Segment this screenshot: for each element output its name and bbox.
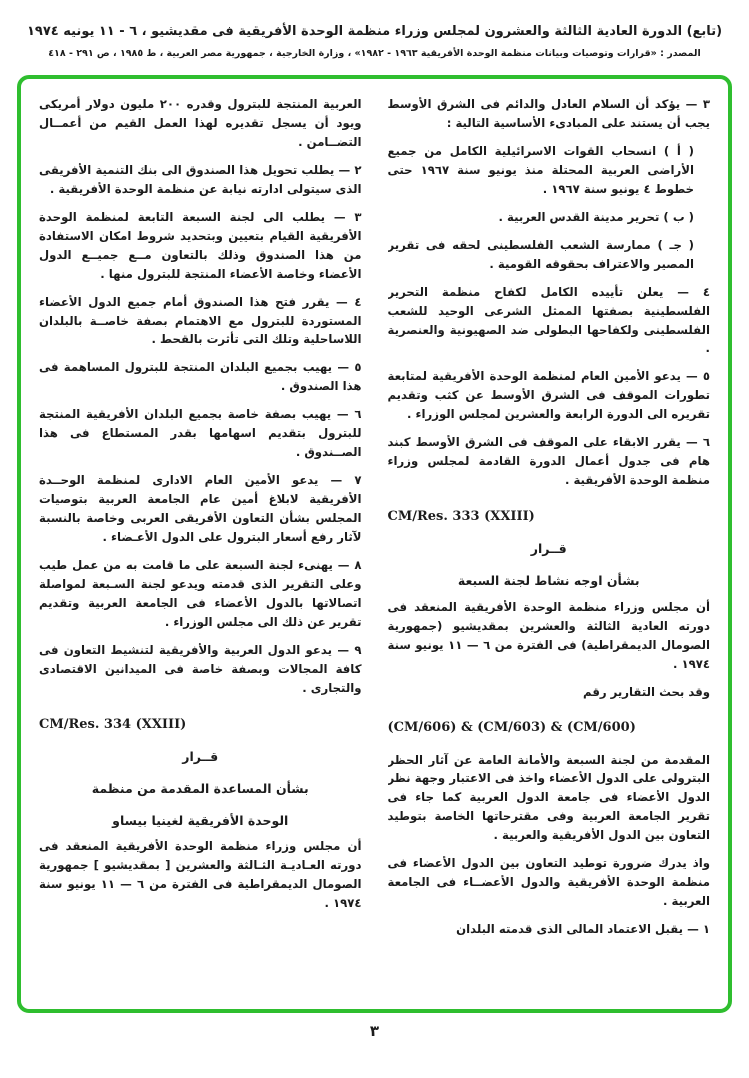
paragraph: ٥ — يهيب بجميع البلدان المنتجة للبترول المساهمة فى هذا الصندوق . [39, 360, 362, 394]
paragraph: ٥ — يدعو الأمين العام لمنظمة الوحدة الأفريقية لمتابعة تطورات الموقف فى الشرق الأوسط عن كثب وتقديم تقريره الى الدورة الرابعة والعشرين لمجلس الوزراء . [387, 369, 710, 422]
paragraph: ( أ ) انسحاب القوات الاسرائيلية الكامل من جميع الأراضى العربية المحتلة منذ يونيو سنة ١٩٦٧ حتى خطوط ٤ يونيو سنة ١٩٦٧ . [387, 143, 694, 196]
paragraph: ٣ — يطلب الى لجنة السبعة التابعة لمنظمة الوحدة الأفريقية القيام بتعيين وبتحديد شروط امكان الاستفادة من هذا الصندوق وذلك بالتعاون مــع جميــع الدول الأعضاء وخاصة الأعضاء المنتجة للبترول منها . [39, 209, 362, 281]
paragraph: وقد بحث التقارير رقم [583, 684, 710, 699]
page-header [0, 0, 749, 59]
paragraph: ٢ — يطلب تحويل هذا الصندوق الى بنك التنمية الأفريقى الذى سيتولى ادارته نيابة عن منظمة الوحدة الأفريقية . [39, 162, 362, 196]
resolution-heading: قــرار [182, 748, 219, 764]
resolution-code: (CM/606) & (CM/603) & (CM/600) [387, 720, 636, 736]
paragraph: المقدمة من لجنة السبعة والأمانة العامة عن آثار الحظر البترولى على الدول الأعضاء واخذ فى الاعتبار وجهة نظر الدول الأعضاء فى جامعة الدول العربية كما جاء فى تقرير الجامعة العربية وفى مقترحاتها الخاصة بتوطيد التعاون بين الدول الأفريقية والعربية . [387, 752, 710, 843]
paragraph: ٧ — يدعو الأمين العام الادارى لمنظمة الوحــدة الأفريقية لابلاغ أمين عام الجامعة العربية بتوصيات المجلس بشأن التعاون الأفريقى العربى وخاصة بالنسبة لآثار رفع أسعار البترول على الدول الأعـضاء . [39, 473, 362, 545]
resolution-heading: الوحدة الأفريقية لغينيا بيساو [112, 813, 289, 829]
paragraph: واذ يدرك ضرورة توطيد التعاون بين الدول الأعضاء فى منظمة الوحدة الأفريقية والدول الأعضــاء فى الجامعة العربية . [387, 856, 710, 909]
paragraph: ٤ — يعلن تأييده الكامل لكفاح منظمة التحرير الفلسطينية بصفتها الممثل الشرعى الوحيد للشعب الفلسطينى ولكفاحها البطولى ضد الصهيونية والعنصرية . [387, 284, 710, 356]
resolution-heading: بشأن المساعدة المقدمة من منظمة [91, 780, 309, 796]
resolution-heading: قــرار [530, 541, 567, 557]
header-source-line: المصدر : «قرارات وتوصيات وبيانات منظمة الوحدة الأفريقية ١٩٦٣ - ١٩٨٢» ، وزارة الخارجية ، جمهورية مصر العربية ، ط ١٩٨٥ ، ص ٢٩١ - ٤١٨ [48, 48, 701, 59]
page-number: ٣ [369, 1022, 380, 1040]
resolution-code: CM/Res. 333 (XXIII) [387, 509, 535, 525]
resolution-heading: بشأن اوجه نشاط لجنة السبعة [457, 573, 640, 589]
green-content-frame [17, 75, 732, 1013]
paragraph: ( ب ) تحرير مدينة القدس العربية . [498, 209, 694, 224]
paragraph: العربية المنتجة للبترول وقدره ٢٠٠ مليون دولار أمريكى ويود أن يسجل تقديره لهذا العمل القيم من أعمــال التضــامن . [39, 97, 362, 149]
paragraph: ٣ — يؤكد أن السلام العادل والدائم فى الشرق الأوسط يجب أن يستند على المبادىء الأساسية التالية : [387, 97, 710, 130]
resolution-code: CM/Res. 334 (XXIII) [39, 716, 187, 732]
paragraph: ٨ — يهنىء لجنة السبعة على ما قامت به من عمل طيب وعلى التقرير الذى قدمته ويدعو لجنة السـبعة لمواصلة اتصالاتها بالدول الأعضاء فى الجامعة العربية وتقديم تقرير عن ذلك الى مجلس الوزراء . [39, 558, 362, 629]
paragraph: ١ — يقبل الاعتماد المالى الذى قدمته البلدان [456, 922, 710, 937]
paragraph: أن مجلس وزراء منظمة الوحدة الأفريقية المنعقد فى دورته العـاديـة الثـالثة والعشرين [ بمقديشيو ] جمهورية الصومال الديمقراطية فى الفترة من ٦ — ١١ يونيو سنة ١٩٧٤ . [39, 839, 362, 911]
paragraph: ( جـ ) ممارسة الشعب الفلسطينى لحقه فى تقرير المصير والاعتراف بحقوقه القومية . [387, 237, 694, 271]
paragraph: ٦ — يهيب بصفة خاصة بجميع البلدان الأفريقية المنتجة للبترول بتقديم اسهامها بقدر المستطاع فى هذا الصــندوق . [39, 407, 362, 460]
header-title: (تابع) الدورة العادية الثالثة والعشرون لمجلس وزراء منظمة الوحدة الأفريقية فى مقديشيو ، ٦ - ١١ يونيه ١٩٧٤ [26, 24, 723, 39]
paragraph: ٤ — يقرر فتح هذا الصندوق أمام جميع الدول الأعضاء المستوردة للبترول مع الاهتمام بصفة خاصــة بالبلدان اللاساحلية وتلك التى تأثرت بالقحط . [39, 294, 362, 347]
paragraph: ٦ — يقرر الابقاء على الموقف فى الشرق الأوسط كبند هام فى جدول أعمال الدورة القادمة لمجلس وزراء منظمة الوحدة الأفريقية . [387, 435, 710, 488]
column-right [388, 95, 711, 993]
column-left [39, 95, 362, 993]
paragraph: ٩ — يدعو الدول العربية والأفريقية لتنشيط التعاون فى كافة المجالات وبصفة خاصة فى الميدانين الاقتصادى والتجارى . [39, 642, 362, 695]
paragraph: أن مجلس وزراء منظمة الوحدة الأفريقية المنعقد فى دورته العادية الثالثة والعشرين بمقديشيو (جمهورية الصومال الديمقراطية) فى الفترة من ٦ — ١١ يونيو سنة ١٩٧٤ . [387, 599, 710, 671]
